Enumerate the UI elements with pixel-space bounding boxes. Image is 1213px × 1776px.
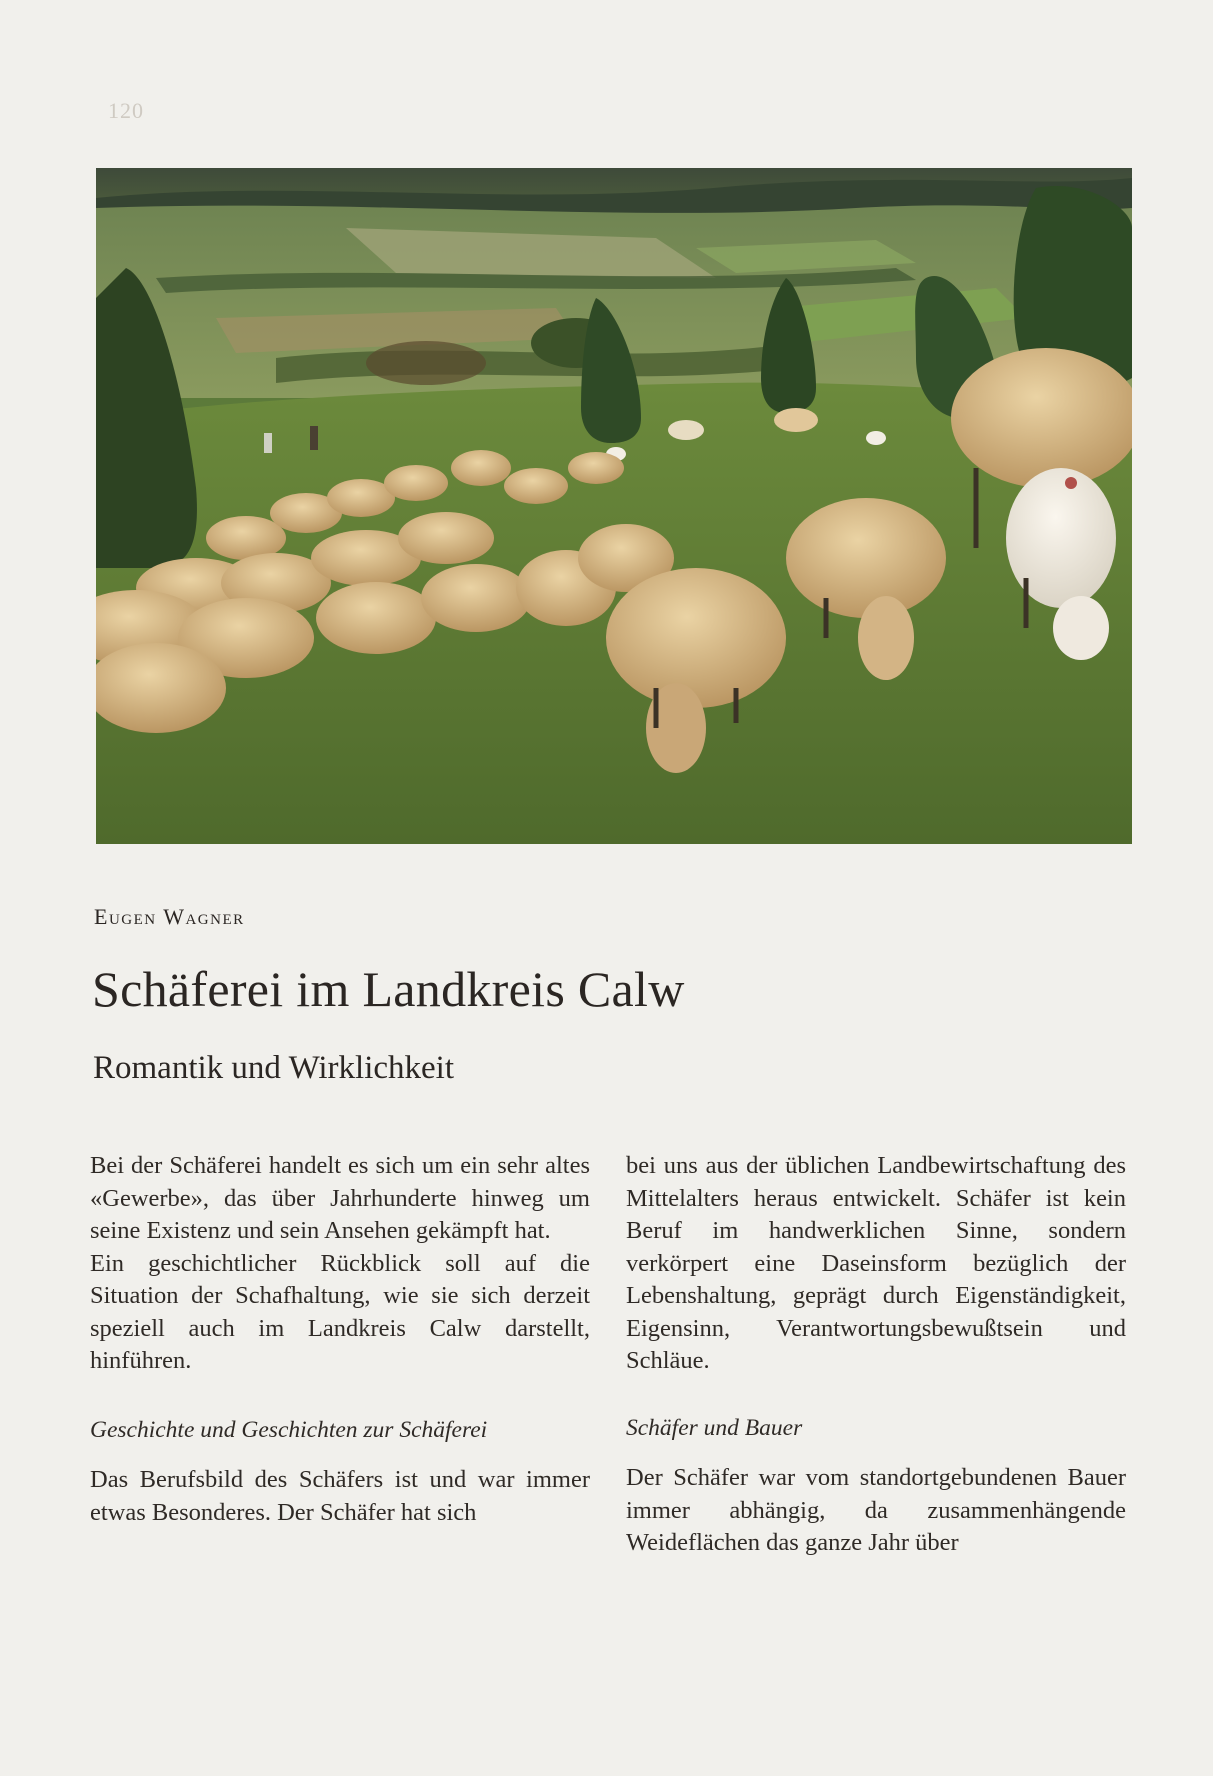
right-column (626, 1150, 1126, 1560)
left-paragraph-2: Ein geschichtlicher Rückblick soll auf die Situation der Schafhaltung, wie sie sich derzeit speziell auch im Landkreis Calw darstellt, hinführen. (90, 1249, 590, 1374)
sheep-flock-photo (96, 168, 1132, 844)
section-heading-shepherd-farmer: Schäfer und Bauer (626, 1414, 803, 1441)
article-title: Schäferei im Landkreis Calw (92, 961, 685, 1017)
right-paragraph-2: Der Schäfer war vom standortgebundenen Bauer immer abhängig, da zusammenhängende Weideflächen das ganze Jahr über (626, 1464, 1126, 1556)
left-column (90, 1150, 590, 1529)
section-heading-history: Geschichte und Geschichten zur Schäferei (90, 1416, 488, 1443)
article-subtitle: Romantik und Wirklichkeit (93, 1050, 455, 1086)
landscape-illustration (96, 168, 1132, 844)
left-paragraph-3: Das Berufsbild des Schäfers ist und war immer etwas Besonderes. Der Schäfer hat sich (90, 1466, 590, 1526)
page-number: 120 (108, 98, 144, 123)
left-paragraph-1: Bei der Schäferei handelt es sich um ein sehr altes «Gewerbe», das über Jahrhunderte hinweg um seine Existenz und sein Ansehen gekämpft hat. (90, 1152, 590, 1244)
author-name: Eugen Wagner (94, 904, 245, 929)
right-paragraph-1: bei uns aus der üblichen Landbewirtschaftung des Mittelalters heraus entwickelt. Schäfer ist kein Beruf im handwerklichen Sinne, sondern verkörpert eine Daseinsform bezüglich der Lebenshaltung, geprägt durch Eigenständigkeit, Eigensinn, Verantwortungsbewußtsein und Schläue. (626, 1152, 1126, 1374)
